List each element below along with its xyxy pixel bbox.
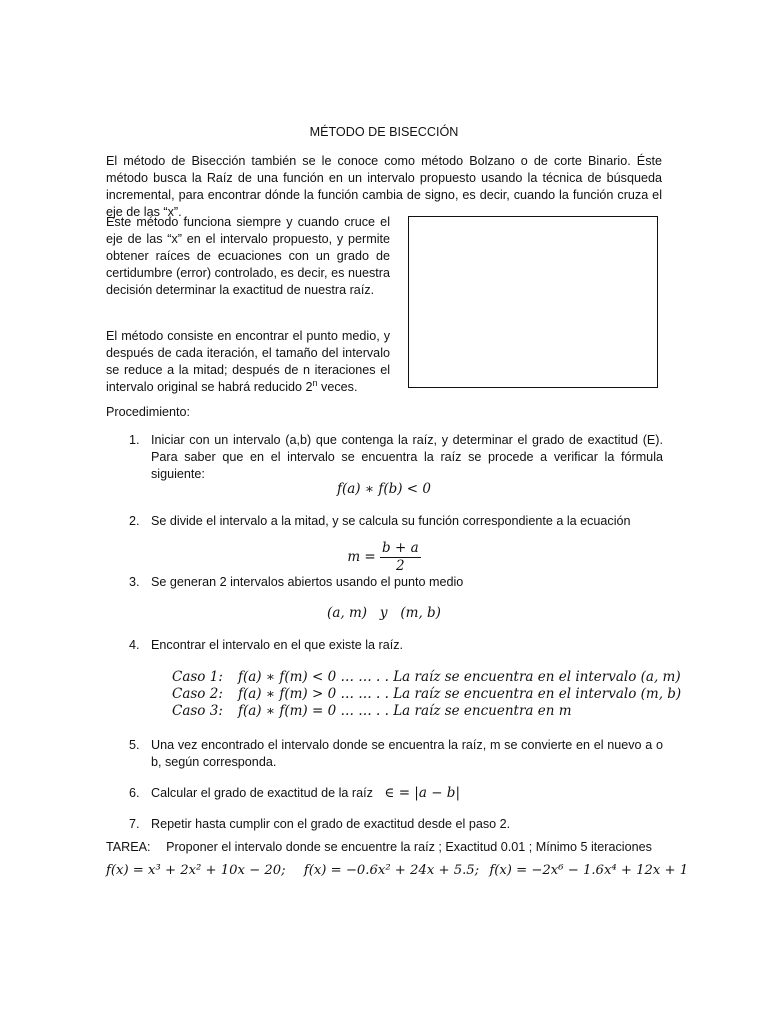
homework-functions bbox=[106, 862, 688, 879]
step-text: Repetir hasta cumplir con el grado de exactitud desde el paso 2. bbox=[151, 817, 511, 831]
step-number: 1. bbox=[129, 433, 140, 447]
fraction-denominator: 2 bbox=[396, 558, 405, 574]
case-equation: f(a) ∗ f(m) = 0 … … . . La raíz se encuentra en m bbox=[238, 703, 572, 719]
case-row bbox=[172, 703, 672, 720]
midpoint-formula bbox=[0, 540, 768, 575]
step-text: Iniciar con un intervalo (a,b) que contenga la raíz, y determinar el grado de exactitud (E). Para saber que en el intervalo se encuentra la raíz se procede a verificar la fórmula siguiente: bbox=[151, 433, 663, 481]
step-line bbox=[151, 785, 663, 802]
function-3: f(x) = −2x⁶ − 1.6x⁴ + 12x + 1 bbox=[489, 863, 689, 878]
fraction-numerator: b + a bbox=[382, 540, 419, 556]
step-number: 3. bbox=[129, 575, 140, 589]
subintervals-formula: (a, m) y (m, b) bbox=[327, 605, 441, 621]
step-number: 5. bbox=[129, 738, 140, 752]
case-label: Caso 2: bbox=[172, 686, 223, 702]
step-text: Se divide el intervalo a la mitad, y se calcula su función correspondiente a la ecuación bbox=[151, 514, 631, 528]
step-number: 6. bbox=[129, 786, 140, 800]
method-exponent: n bbox=[312, 377, 318, 388]
step-text: Se generan 2 intervalos abiertos usando el punto medio bbox=[151, 575, 464, 589]
case-label: Caso 1: bbox=[172, 669, 223, 685]
case-equation: f(a) ∗ f(m) > 0 … … . . La raíz se encuentra en el intervalo (m, b) bbox=[238, 686, 682, 702]
midpoint-fraction bbox=[380, 540, 421, 575]
midpoint-lhs: m = bbox=[347, 549, 376, 565]
method-text: El método consiste en encontrar el punto medio, y después de cada iteración, el tamaño del intervalo se reduce a la mitad; después de n iteraciones el intervalo original se habrá reducido 2 bbox=[106, 329, 390, 394]
case-equation: f(a) ∗ f(m) < 0 … … . . La raíz se encuentra en el intervalo (a, m) bbox=[238, 669, 681, 685]
function-1: f(x) = x³ + 2x² + 10x − 20; bbox=[106, 863, 286, 878]
figure-frame bbox=[408, 216, 658, 388]
page-title: MÉTODO DE BISECCIÓN bbox=[309, 125, 459, 139]
case-row bbox=[172, 669, 681, 686]
procedure-heading: Procedimiento: bbox=[106, 405, 190, 419]
step-text: Encontrar el intervalo en el que existe la raíz. bbox=[151, 638, 404, 652]
method-text-end: veces. bbox=[317, 380, 358, 394]
method-paragraph bbox=[106, 328, 390, 396]
homework-line bbox=[106, 839, 652, 856]
step-text: Una vez encontrado el intervalo donde se encuentra la raíz, m se convierte en el nuevo a o b, según corresponda. bbox=[151, 738, 663, 769]
sign-test-formula: f(a) ∗ f(b) < 0 bbox=[337, 481, 431, 497]
function-2: f(x) = −0.6x² + 24x + 5.5; bbox=[303, 863, 480, 878]
step-number: 2. bbox=[129, 514, 140, 528]
homework-text: Proponer el intervalo donde se encuentre la raíz ; Exactitud 0.01 ; Mínimo 5 iteraciones bbox=[166, 840, 652, 854]
homework-label: TAREA: bbox=[106, 840, 151, 854]
intro-paragraph: El método de Bisección también se le conoce como método Bolzano o de corte Binario. Éste método busca la Raíz de una función en un intervalo propuesto usando la técnica de búsqueda incremental, para encontrar dónde la función cambia de signo, es decir, cuando la función cruza el eje de las “x”. bbox=[106, 154, 662, 219]
step-text: Calcular el grado de exactitud de la raíz bbox=[151, 786, 373, 800]
step-number: 7. bbox=[129, 817, 140, 831]
case-label: Caso 3: bbox=[172, 703, 223, 719]
step-number: 4. bbox=[129, 638, 140, 652]
accuracy-formula: ∈ = |a − b| bbox=[384, 785, 460, 801]
conditions-paragraph: Éste método funciona siempre y cuando cruce el eje de las “x” en el intervalo propuesto, y permite obtener raíces de ecuaciones con un grado de certidumbre (error) controlado, es decir, es nuestra decisión determinar la exactitud de nuestra raíz. bbox=[106, 215, 390, 297]
case-row bbox=[172, 686, 682, 703]
